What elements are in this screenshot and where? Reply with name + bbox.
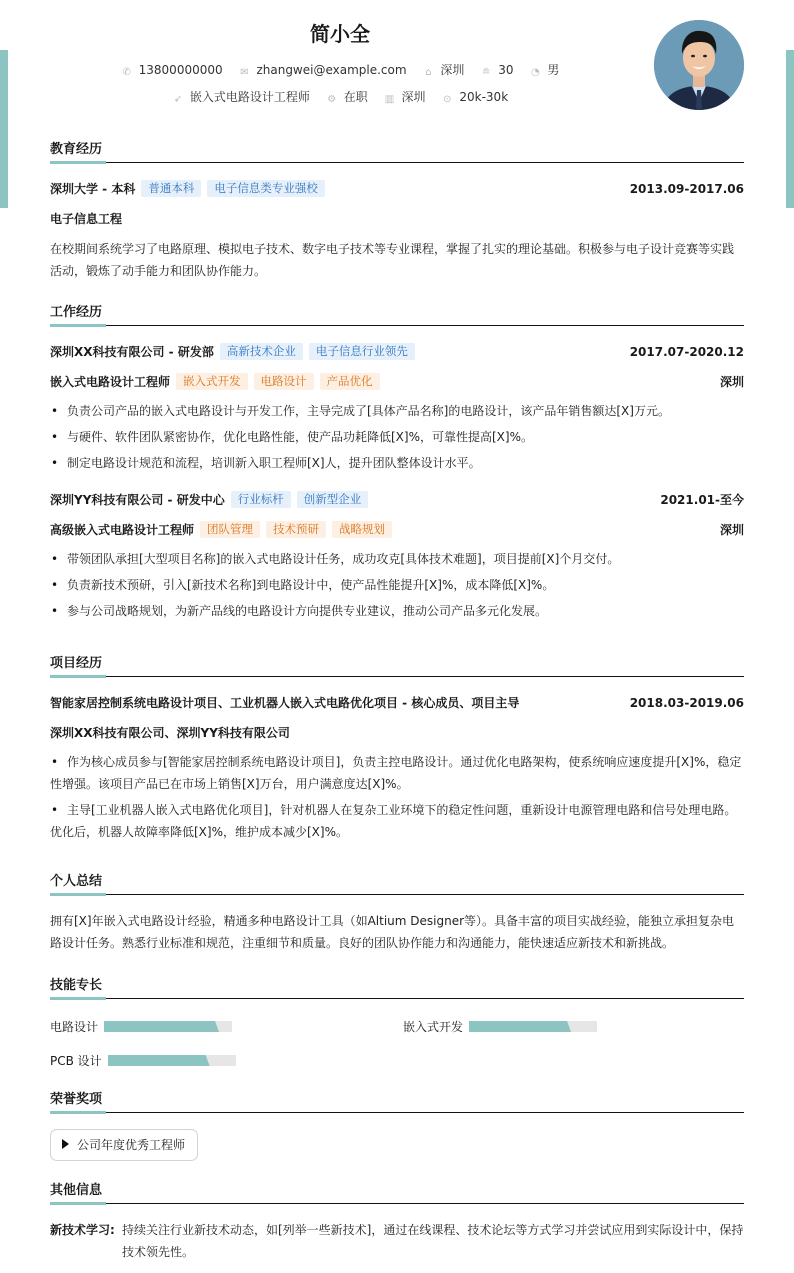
company-tag: 高新技术企业 xyxy=(220,343,303,360)
skill-bar xyxy=(104,1021,232,1032)
job-position: ➶ 嵌入式电路设计工程师 xyxy=(173,90,310,105)
company-name: 深圳XX科技有限公司 - 研发部 xyxy=(50,345,214,359)
other-section xyxy=(50,1181,744,1263)
awards-section xyxy=(50,1090,744,1161)
avatar-photo-icon xyxy=(654,20,744,110)
company-tag: 电子信息行业领先 xyxy=(309,343,415,360)
left-accent-bar xyxy=(0,50,8,208)
education-header-row xyxy=(50,179,744,199)
home-icon: ⌂ xyxy=(425,67,432,78)
education-period: 2013.09-2017.06 xyxy=(629,182,744,196)
candidate-name: 简小全 xyxy=(310,22,370,46)
skill-bar-fill xyxy=(108,1055,210,1066)
job-role-row xyxy=(50,372,744,392)
section-divider xyxy=(50,324,744,326)
summary-section xyxy=(50,872,744,954)
major: 电子信息工程 xyxy=(50,212,123,226)
projects-section xyxy=(50,654,744,843)
section-title: 工作经历 xyxy=(50,305,103,320)
gender-icon: ◔ xyxy=(530,67,540,78)
section-divider xyxy=(50,161,744,163)
contact-gender: ◔ 男 xyxy=(530,63,560,78)
skill-bar xyxy=(469,1021,597,1032)
section-title: 荣誉奖项 xyxy=(50,1092,103,1107)
job-company-row xyxy=(50,342,744,362)
skill-name: PCB 设计 xyxy=(50,1053,102,1068)
section-title: 项目经历 xyxy=(50,656,103,671)
education-description: 在校期间系统学习了电路原理、模拟电子技术、数字电子技术等专业课程，掌握了扎实的理论基础。积极参与电子设计竞赛等实践活动，锻炼了动手能力和团队协作能力。 xyxy=(50,242,735,278)
major-row xyxy=(50,209,744,229)
skill-name: 电路设计 xyxy=(50,1019,99,1034)
section-divider xyxy=(50,893,744,895)
section-title: 个人总结 xyxy=(50,874,103,889)
job-city: ▥ 深圳 xyxy=(384,90,426,105)
skill-name: 嵌入式开发 xyxy=(403,1019,464,1034)
job-entry xyxy=(50,490,744,622)
section-title: 教育经历 xyxy=(50,142,103,157)
resume-page xyxy=(50,0,744,1259)
other-info-key: 新技术学习: xyxy=(50,1223,115,1237)
phone-icon: ✆ xyxy=(122,67,131,78)
list-item: • 负责新技术预研，引入[新技术名称]到电路设计中，使产品性能提升[X]%，成本降低[X]%。 xyxy=(50,574,744,596)
job-location: 深圳 xyxy=(719,375,744,389)
role-tag: 电路设计 xyxy=(254,373,314,390)
project-period: 2018.03-2019.06 xyxy=(629,696,744,710)
company-tag: 创新型企业 xyxy=(297,491,369,508)
resume-header xyxy=(50,0,744,130)
list-item: • 主导[工业机器人嵌入式电路优化项目]，针对机器人在复杂工业环境下的稳定性问题，重新设计电源管理电路和信号处理电路。优化后，机器人故障率降低[X]%，维护成本减少[X]%。 xyxy=(50,799,744,843)
company-name: 深圳YY科技有限公司 - 研发中心 xyxy=(50,493,225,507)
skill-bar-fill xyxy=(104,1021,219,1032)
role-tag: 嵌入式开发 xyxy=(176,373,248,390)
project-name: 智能家居控制系统电路设计项目、工业机器人嵌入式电路优化项目 - 核心成员、项目主导 xyxy=(50,696,520,710)
section-divider xyxy=(50,1111,744,1113)
section-divider xyxy=(50,1202,744,1204)
position-icon: ➶ xyxy=(173,94,183,105)
project-company: 深圳XX科技有限公司、深圳YY科技有限公司 xyxy=(50,726,290,740)
other-info-value: 持续关注行业新技术动态，如[列举一些新技术]，通过在线课程、技术论坛等方式学习并尝试应用到实际设计中，保持技术领先性。 xyxy=(122,1223,744,1259)
skill-item xyxy=(403,1019,597,1033)
age-icon: ≘ xyxy=(482,67,491,78)
role-tag: 团队管理 xyxy=(200,521,260,538)
job-intent-row xyxy=(50,88,630,106)
avatar xyxy=(654,20,744,110)
list-item: • 负责公司产品的嵌入式电路设计与开发工作，主导完成了[具体产品名称]的电路设计，该产品年销售额达[X]万元。 xyxy=(50,400,744,422)
school-tag: 普通本科 xyxy=(141,180,201,197)
job-status: ⚙ 在职 xyxy=(327,90,368,105)
section-title: 其他信息 xyxy=(50,1183,103,1198)
section-divider xyxy=(50,997,744,999)
job-entry xyxy=(50,342,744,474)
summary-text: 拥有[X]年嵌入式电路设计经验，精通多种电路设计工具（如Altium Designer等）。具备丰富的项目实战经验，能独立承担复杂电路设计任务。熟悉行业标准和规范，注重细节和质量。良好的团队协作能力和沟通能力，能快速适应新技术和新挑战。 xyxy=(50,914,735,950)
list-item: • 制定电路设计规范和流程，培训新入职工程师[X]人，提升团队整体设计水平。 xyxy=(50,452,744,474)
mail-icon: ✉ xyxy=(240,67,249,78)
skills-section xyxy=(50,976,744,1076)
job-company-row xyxy=(50,490,744,510)
skill-bar-fill xyxy=(469,1021,571,1032)
role-tag: 技术预研 xyxy=(266,521,326,538)
job-role-row xyxy=(50,520,744,540)
play-triangle-icon xyxy=(62,1139,69,1149)
school-tag: 电子信息类专业强校 xyxy=(207,180,325,197)
contact-location: ⌂ 深圳 xyxy=(422,61,464,79)
contact-age: ≘ 30 xyxy=(482,63,514,78)
salary-icon: ⊙ xyxy=(443,94,452,105)
job-role: 嵌入式电路设计工程师 xyxy=(50,375,171,389)
list-item: • 带领团队承担[大型项目名称]的嵌入式电路设计任务，成功攻克[具体技术难题]，项目提前[X]个月交付。 xyxy=(50,548,744,570)
list-item: • 参与公司战略规划，为新产品线的电路设计方向提供专业建议，推动公司产品多元化发展。 xyxy=(50,600,744,622)
contact-phone: ✆ 13800000000 xyxy=(122,63,223,78)
job-period: 2021.01-至今 xyxy=(660,493,744,507)
city-icon: ▥ xyxy=(384,94,395,105)
other-info-item xyxy=(50,1219,744,1263)
project-header-row xyxy=(50,693,744,713)
company-tag: 行业标杆 xyxy=(231,491,291,508)
work-section xyxy=(50,303,744,622)
skill-item xyxy=(50,1019,232,1033)
contact-email[interactable]: ✉ zhangwei@example.com xyxy=(240,63,407,78)
project-bullets xyxy=(50,751,744,843)
right-accent-bar xyxy=(786,50,794,208)
education-section xyxy=(50,140,744,282)
award-label: 公司年度优秀工程师 xyxy=(77,1138,186,1152)
role-tag: 战略规划 xyxy=(332,521,392,538)
list-item: • 作为核心成员参与[智能家居控制系统电路设计项目]，负责主控电路设计。通过优化电路架构，使系统响应速度提升[X]%，稳定性增强。该项目产品已在市场上销售[X]万台，用户满意度达[X]%。 xyxy=(50,751,744,795)
school-name: 深圳大学 - 本科 xyxy=(50,182,136,196)
job-period: 2017.07-2020.12 xyxy=(629,345,744,359)
awards-list xyxy=(50,1129,744,1161)
skill-bar xyxy=(108,1055,236,1066)
job-salary: ⊙ 20k-30k xyxy=(443,90,509,105)
job-bullets xyxy=(50,548,744,622)
section-divider xyxy=(50,675,744,677)
list-item: • 与硬件、软件团队紧密协作，优化电路性能，使产品功耗降低[X]%，可靠性提高[X]%。 xyxy=(50,426,744,448)
job-bullets xyxy=(50,400,744,474)
project-company-row xyxy=(50,723,744,743)
role-tag: 产品优化 xyxy=(320,373,380,390)
job-role: 高级嵌入式电路设计工程师 xyxy=(50,523,195,537)
contact-row xyxy=(50,61,630,79)
job-location: 深圳 xyxy=(719,523,744,537)
status-icon: ⚙ xyxy=(327,94,337,105)
section-title: 技能专长 xyxy=(50,978,103,993)
skill-item xyxy=(50,1053,236,1067)
award-item[interactable] xyxy=(50,1129,198,1161)
